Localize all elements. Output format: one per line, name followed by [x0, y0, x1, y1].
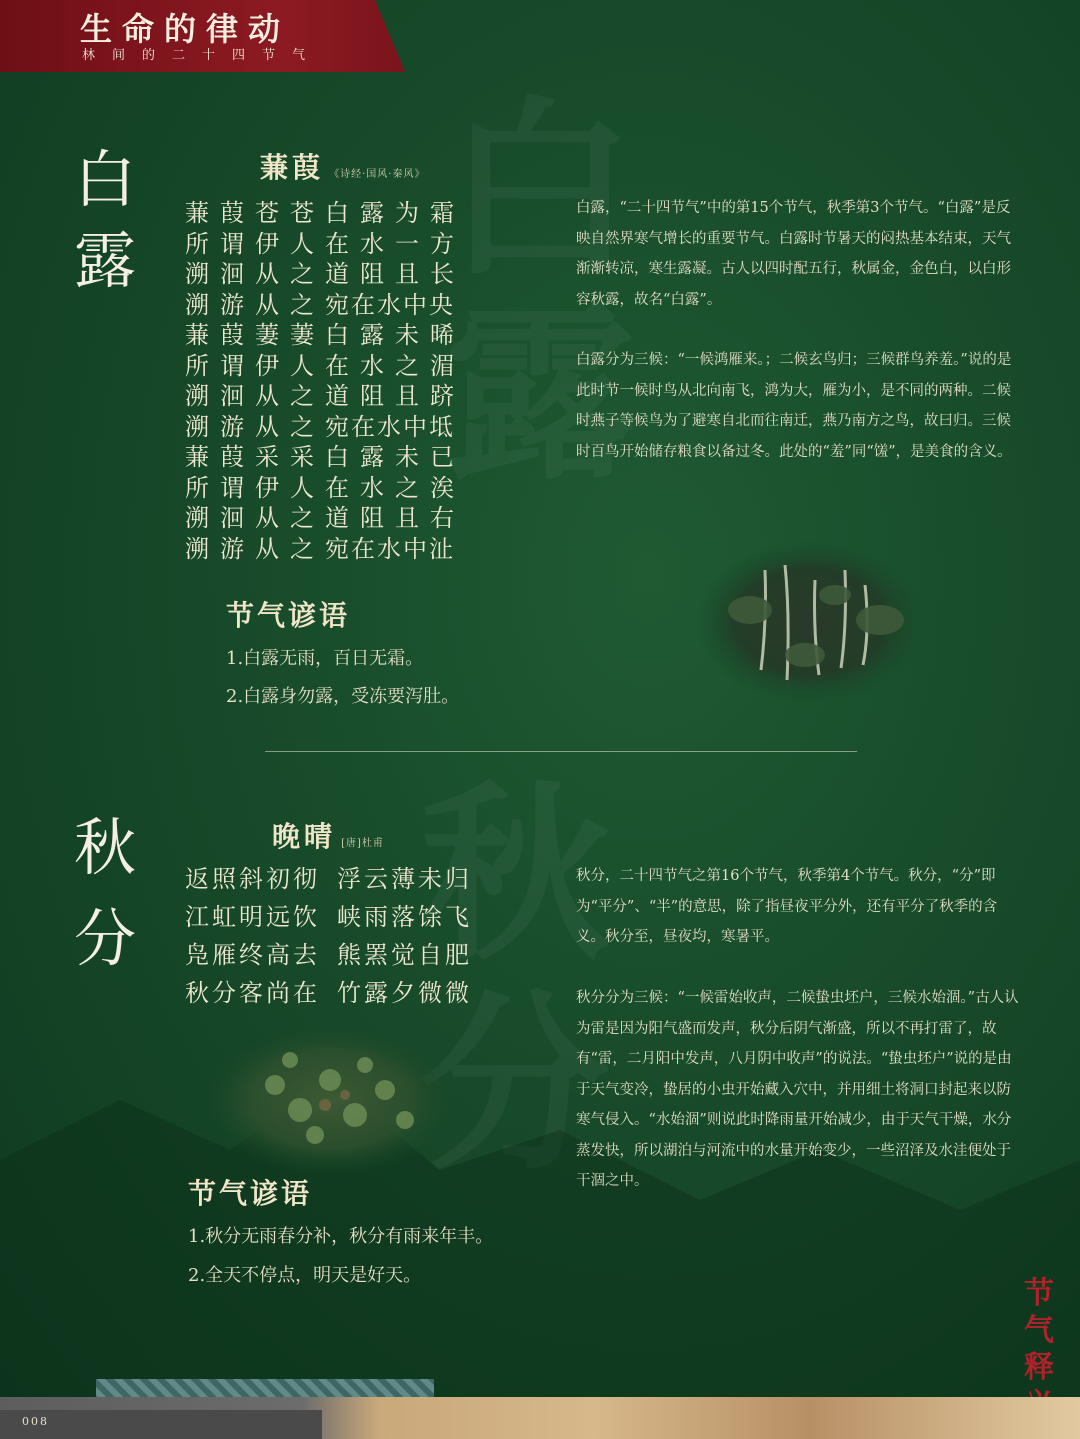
poem-title: 晚晴	[272, 820, 337, 853]
side-label-char: 气	[1024, 1313, 1054, 1348]
poem-line	[185, 940, 472, 978]
poem-line-second: 白露为霜	[325, 199, 465, 227]
poem-line-second: 宛在水中坻	[325, 412, 455, 441]
description-paragraph: 白露，“二十四节气”中的第15个节气，秋季第3个节气。“白露”是反映自然界寒气增长的重要节气。白露时节暑天的闷热基本结束，天气渐渐转凉，寒生露凝。古人以四时配五行，秋属金，金色白，以白形容秋露，故名“白露”。	[576, 200, 1011, 308]
poem-line-first: 溯洄从之	[185, 260, 325, 288]
poem-line	[185, 473, 465, 504]
page-number: 008	[22, 1415, 49, 1428]
description-paragraph: 秋分，二十四节气之第16个节气，秋季第4个节气。秋分，“分”即为“平分”、“半”的意思，除了指昼夜平分外，还有平分了秋季的含义。秋分至，昼夜均，寒暑平。	[576, 868, 998, 945]
header-subtitle: 林间的二十四节气	[82, 48, 323, 63]
poem-line-second: 道阻且跻	[325, 382, 465, 410]
poem-line-first: 溯洄从之	[185, 382, 325, 410]
term-char: 白	[73, 143, 136, 216]
poem-line-first: 所谓伊人	[185, 473, 325, 502]
term-char: 分	[73, 901, 136, 975]
proverb-item: 1.白露无雨，百日无霜。	[226, 648, 424, 669]
poem-line	[185, 978, 472, 1016]
poem-line	[185, 534, 465, 565]
poem-line-second: 道阻且右	[325, 504, 465, 532]
poem-heading	[272, 815, 384, 855]
poem-line-first: 溯游从之	[185, 534, 325, 563]
section-divider	[265, 751, 857, 752]
poem-source: [唐]杜甫	[341, 838, 384, 849]
term-bailu	[70, 140, 140, 301]
poem-line-second: 熊罴觉自肥	[337, 941, 472, 969]
poem-line-second: 在水一方	[325, 229, 465, 258]
poem-line-second: 宛在水中沚	[325, 534, 455, 563]
poem-line-first: 溯游从之	[185, 412, 325, 441]
poem-title: 蒹葭	[260, 151, 325, 184]
poem-line-first: 江虹明远饮	[185, 903, 320, 931]
poem-line-first: 溯洄从之	[185, 504, 325, 532]
proverb-item: 2.白露身勿露，受冻要泻肚。	[226, 686, 460, 707]
poem-body	[185, 864, 472, 1016]
term-char: 秋	[73, 811, 136, 884]
side-label-char: 释	[1024, 1350, 1054, 1385]
proverb-title-qiufen: 节气谚语	[188, 1177, 313, 1210]
description-paragraph: 秋分分为三候：“一候雷始收声，二候蛰虫坯户，三候水始涸。”古人认为雷是因为阳气盛而发声，秋分后阴气渐盛，所以不再打雷了，故有“雷，二月阳中发声，八月阴中收声”的说法。“蛰虫坯户”说的是由于天气变冷，蛰居的小虫开始藏入穴中，并用细土将洞口封起来以防寒气侵入。“水始涸”则说此时降雨量开始减少，由于天气干燥，水分蒸发快，所以湖泊与河流中的水量开始变少，一些沼泽及水洼便处于干涸之中。	[576, 990, 1019, 1189]
poem-line-first: 所谓伊人	[185, 351, 325, 380]
poem-line-second: 白露未晞	[325, 321, 465, 349]
poem-line-first: 蒹葭苍苍	[185, 199, 325, 227]
poem-line	[185, 442, 465, 473]
poem-line-first: 蒹葭采采	[185, 443, 325, 471]
poem-line-first: 所谓伊人	[185, 229, 325, 258]
poem-line	[185, 351, 465, 382]
poem-body	[185, 198, 465, 564]
poem-line	[185, 320, 465, 351]
poem-heading	[260, 146, 425, 186]
proverb-item: 2.全天不停点，明天是好天。	[188, 1265, 422, 1286]
plant-photo-beans	[695, 540, 925, 705]
poem-line	[185, 381, 465, 412]
term-qiufen	[70, 808, 140, 979]
poem-line-first: 返照斜初彻	[185, 865, 320, 893]
poem-line	[185, 503, 465, 534]
term-char: 露	[73, 223, 136, 297]
poem-line-second: 在水之湄	[325, 351, 465, 380]
poem-line-first: 溯游从之	[185, 290, 325, 319]
poem-line-second: 道阻且长	[325, 260, 465, 288]
poem-line	[185, 412, 465, 443]
poem-line	[185, 198, 465, 229]
poem-line-second: 峡雨落馀飞	[337, 903, 472, 931]
poem-line	[185, 259, 465, 290]
poem-line-second: 宛在水中央	[325, 290, 455, 319]
proverb-title-bailu: 节气谚语	[226, 599, 351, 632]
poem-line-first: 凫雁终高去	[185, 941, 320, 969]
poem-source: 《诗经·国风·秦风》	[329, 169, 426, 180]
poem-line	[185, 902, 472, 940]
header-title: 生命的律动	[80, 10, 291, 48]
poem-line-second: 白露未已	[325, 443, 465, 471]
side-label-char: 节	[1024, 1276, 1054, 1311]
poem-line-first: 秋分客尚在	[185, 979, 320, 1007]
poem-line	[185, 864, 472, 902]
poem-line-second: 浮云薄未归	[337, 865, 472, 893]
poem-line	[185, 290, 465, 321]
poem-line-second: 在水之涘	[325, 473, 465, 502]
poem-line-first: 蒹葭萋萋	[185, 321, 325, 349]
plant-photo-ivy	[205, 1025, 455, 1175]
description-paragraph: 白露分为三候：“一候鸿雁来。；二候玄鸟归；三候群鸟养羞。”说的是此时节一候时鸟从北向南飞，鸿为大，雁为小，是不同的两种。二候时燕子等候鸟为了避寒自北而往南迁，燕乃南方之鸟，故曰归。三候时百鸟开始储存粮食以备过冬。此处的“羞”同“馐”，是美食的含义。	[576, 352, 1012, 460]
proverb-item: 1.秋分无雨春分补，秋分有雨来年丰。	[188, 1226, 494, 1247]
poem-line-second: 竹露夕微微	[337, 979, 472, 1007]
poem-line	[185, 229, 465, 260]
